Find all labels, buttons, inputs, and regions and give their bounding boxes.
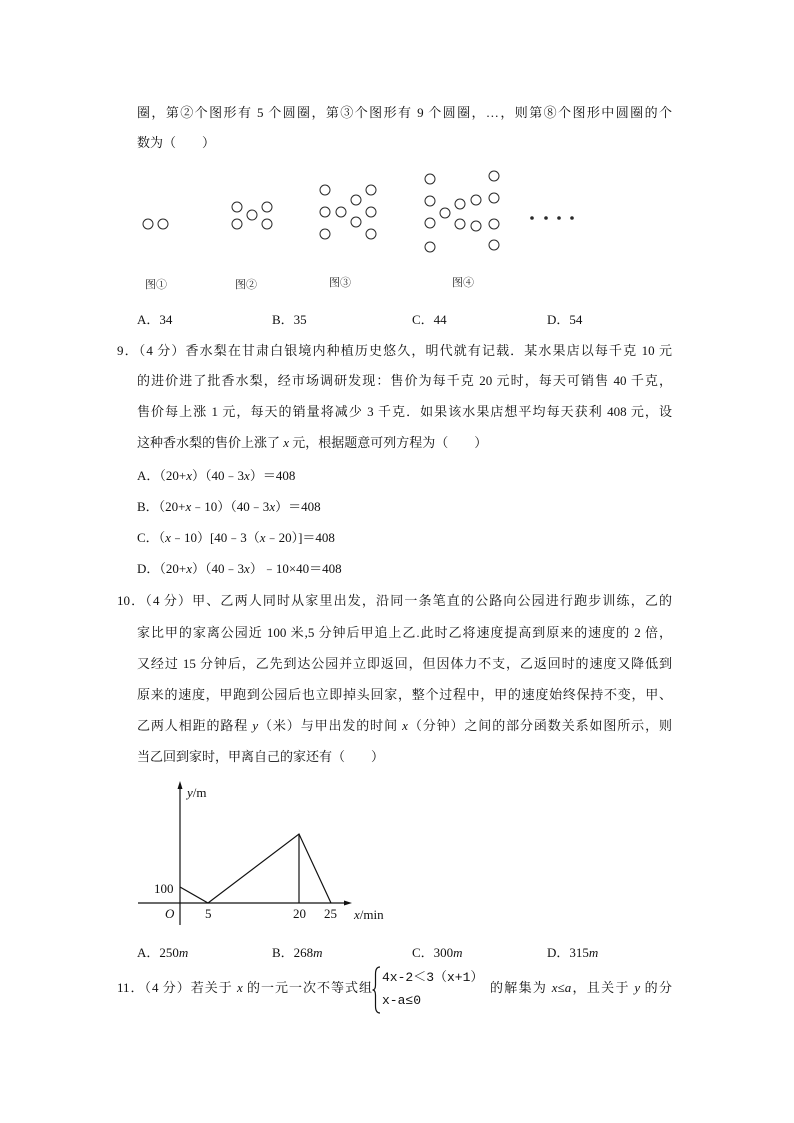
unit-m: m [178, 945, 189, 960]
text-run: 11．（4 分）若关于 [117, 980, 237, 995]
figure-2 [232, 202, 272, 229]
x-axis-label [353, 907, 384, 922]
figure-label-1: 图① [145, 279, 167, 291]
unit-m: m [588, 945, 599, 960]
x-axis-var: x [354, 907, 360, 922]
q10-stem-line-2: 家比甲的家离公园近 100 米,5 分钟后甲追上乙.此时乙将速度提高到原来的速度的 2 倍， [137, 625, 672, 640]
variable-x: x [165, 530, 171, 545]
text-run: C．300 [412, 945, 454, 960]
q8-circle-figures [130, 165, 590, 265]
circle [489, 219, 499, 229]
circle [489, 171, 499, 181]
circle [336, 207, 346, 217]
figure-4 [425, 171, 499, 252]
figure-1 [143, 219, 168, 229]
inequality-1: 4x-2＜3（x+1） [382, 970, 484, 985]
circle [262, 219, 272, 229]
x-tick-label: 5 [205, 906, 212, 921]
circle [232, 202, 242, 212]
text-run: ）（40﹣3 [192, 561, 245, 576]
q11-stem-lead [117, 978, 372, 998]
circle [262, 202, 272, 212]
q10-stem-line-4: 原来的速度，甲跑到公园后也立即掉头回家，整个过程中，甲的速度始终保持不变，甲、 [137, 687, 672, 702]
x-axis-unit: /min [359, 907, 384, 922]
y-axis-var: y [187, 785, 193, 800]
q11-stem-tail [490, 978, 672, 998]
q9-stem-line-3: 售价每上涨 1 元，每天的销量将减少 3 千克．如果该水果店想平均每天获利 408 元，设 [137, 404, 672, 419]
text-run: D．（20+ [137, 561, 187, 576]
text-run: ）＝408 [275, 499, 321, 514]
text-run: D．315 [547, 945, 589, 960]
circle [455, 219, 465, 229]
y-axis-label [185, 785, 207, 800]
text-run: B．268 [272, 945, 314, 960]
text-run: ，且关于 [571, 980, 635, 995]
text-run: （分钟）之间的部分函数关系如图所示，则 [407, 718, 672, 733]
q10-stem-line-5 [137, 716, 672, 736]
q8-option-a: A．34 [137, 312, 173, 327]
y-tick-label: 100 [154, 881, 174, 896]
ellipsis-dots [530, 216, 574, 220]
circle [320, 207, 330, 217]
q10-option-a [137, 943, 188, 963]
text-run: （米）与甲出发的时间 [258, 718, 403, 733]
ellipsis-dot [530, 216, 534, 220]
inequality-2: x-a≤0 [382, 993, 422, 1008]
text-run: C．（ [137, 530, 166, 545]
text-run: 这种香水梨的售价上涨了 [137, 435, 284, 450]
circle [232, 219, 242, 229]
variable-x: x [402, 718, 408, 733]
q9-option-d [137, 559, 342, 579]
ellipsis-dot [557, 216, 561, 220]
variable-x: x [244, 468, 250, 483]
q10-stem-line-3: 又经过 15 分钟后，乙先到达公园并立即返回，但因体力不支，乙返回时的速度又降低到 [137, 656, 672, 671]
q9-option-b [137, 497, 321, 517]
circle [351, 217, 361, 227]
q9-stem-line-1: 9．（4 分）香水梨在甘肃白银境内种植历史悠久，明代就有记载．某水果店以每千克 10 元 [117, 343, 672, 358]
q8-stem-line-2: 数为（ ） [137, 135, 216, 150]
circle [320, 185, 330, 195]
q8-option-d: D．54 [547, 312, 583, 327]
variable-x: x [244, 561, 250, 576]
text-run: 的分 [640, 980, 672, 995]
variable-x: x [186, 468, 193, 483]
ellipsis-dot [570, 216, 574, 220]
text-run: 元，根据题意可列方程为（ ） [289, 435, 488, 450]
text-run: A．（20+ [137, 468, 187, 483]
y-axis-arrow-icon [178, 781, 183, 789]
unit-m: m [313, 945, 323, 960]
y-axis-unit: /m [192, 785, 207, 800]
circle [366, 207, 376, 217]
q10-option-c [412, 943, 463, 963]
variable-y: y [634, 980, 641, 995]
circle [455, 199, 465, 209]
circle [366, 229, 376, 239]
circle [489, 193, 499, 203]
text-run: ）﹣10×40＝408 [249, 561, 342, 576]
circle [158, 219, 168, 229]
figure-label-4: 图④ [452, 277, 474, 289]
text-run: ）＝408 [249, 468, 296, 483]
circle [425, 218, 435, 228]
circle [440, 208, 450, 218]
figure-label-2: 图② [235, 279, 257, 291]
q10-distance-time-graph [130, 775, 410, 935]
variable-x: x [236, 980, 243, 995]
text-run: ﹣20）]＝408 [265, 530, 335, 545]
ellipsis-dot [544, 216, 548, 220]
variable-x: x [269, 499, 276, 514]
circle [366, 185, 376, 195]
x-axis-arrow-icon [344, 901, 352, 906]
circle [471, 221, 481, 231]
circle [320, 229, 330, 239]
variable-x: x [185, 499, 192, 514]
q9-option-a [137, 466, 295, 486]
text-run: ）（40﹣3 [192, 468, 245, 483]
variable-x: x [259, 530, 266, 545]
text-run: A．250 [137, 945, 179, 960]
text-run: ﹣10）（40﹣3 [191, 499, 270, 514]
q10-option-d [547, 943, 598, 963]
text-run: ≤ [557, 980, 565, 995]
q8-option-b: B．35 [272, 312, 307, 327]
circle [425, 242, 435, 252]
system-brace-icon [372, 966, 382, 1014]
variable-a: a [564, 980, 572, 995]
text-run: 乙两人相距的路程 [137, 718, 253, 733]
q10-stem-line-1: 10．（4 分）甲、乙两人同时从家里出发，沿同一条笔直的公路向公园进行跑步训练，乙的 [117, 593, 672, 608]
circle [425, 174, 435, 184]
q8-stem-line-1: 圈，第②个图形有 5 个圆圈，第③个图形有 9 个圆圈，…，则第⑧个图形中圆圈的个 [137, 105, 672, 120]
text-run: B．（20+ [137, 499, 186, 514]
circle [471, 195, 481, 205]
text-run: 的一元一次不等式组 [242, 980, 372, 995]
figure-3 [320, 185, 376, 239]
q8-option-c: C．44 [412, 312, 447, 327]
circle [425, 196, 435, 206]
distance-line [180, 834, 331, 903]
x-tick-label: 20 [293, 906, 306, 921]
origin-label: O [165, 906, 175, 921]
circle [143, 219, 153, 229]
variable-x: x [551, 980, 558, 995]
text-run: 的解集为 [490, 980, 552, 995]
circle [351, 195, 361, 205]
q9-option-c [137, 528, 335, 548]
q9-stem-line-2: 的进价进了批香水梨，经市场调研发现：售价为每千克 20 元时，每天可销售 40 千克， [137, 373, 672, 388]
variable-x: x [283, 435, 290, 450]
figure-label-3: 图③ [329, 277, 351, 289]
variable-y: y [252, 718, 259, 733]
q9-stem-line-4 [137, 433, 487, 453]
text-run: ﹣10）[40﹣3（ [170, 530, 260, 545]
x-tick-label: 25 [324, 906, 337, 921]
variable-x: x [186, 561, 193, 576]
circle [247, 210, 257, 220]
q10-option-b [272, 943, 323, 963]
circle [489, 240, 499, 250]
unit-m: m [453, 945, 463, 960]
q10-stem-line-6: 当乙回到家时，甲离自己的家还有（ ） [137, 749, 385, 764]
